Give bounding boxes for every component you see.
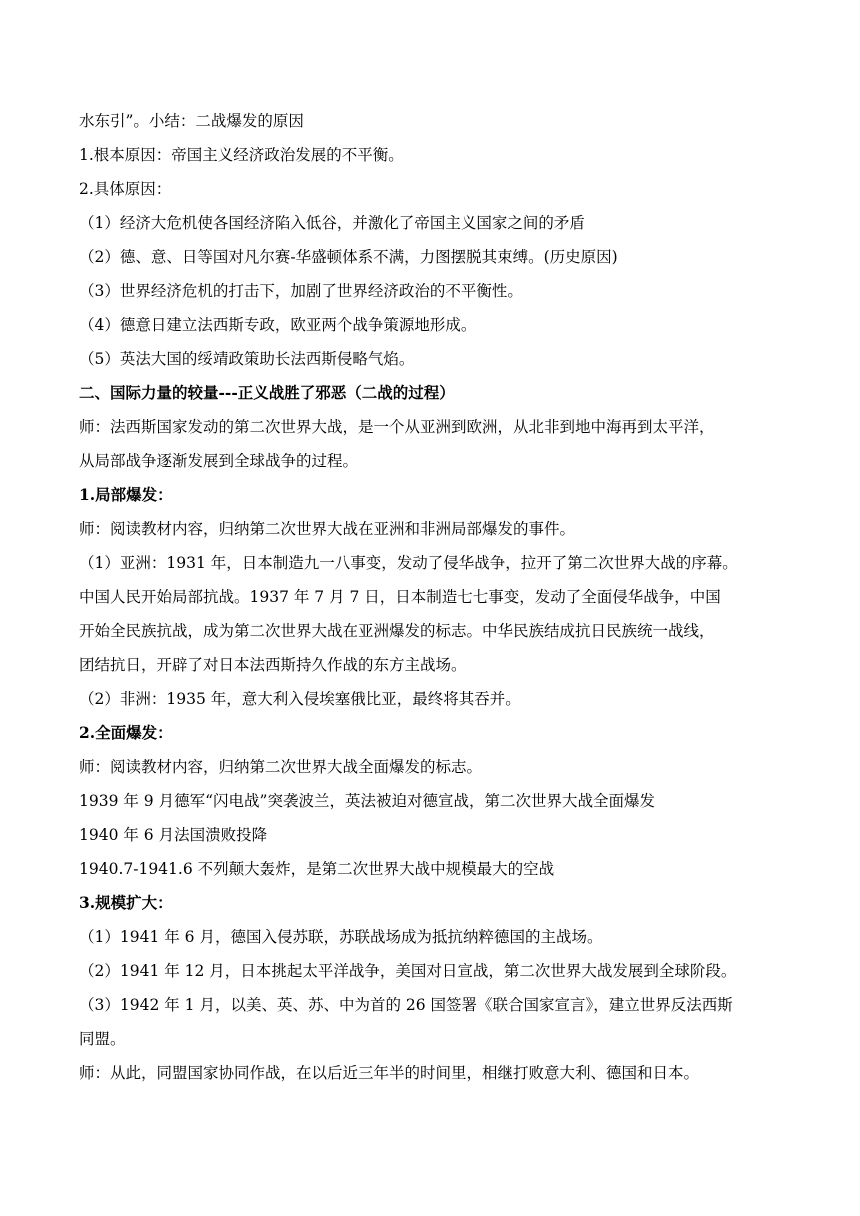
text-line: 师：从此，同盟国家协同作战，在以后近三年半的时间里，相继打败意大利、德国和日本。 [79,1064,700,1082]
text-line: （4）德意日建立法西斯专政，欧亚两个战争策源地形成。 [79,316,477,334]
text-line: （1）亚洲：1931 年，日本制造九一八事变，发动了侵华战争，拉开了第二次世界大战的序幕。 [79,554,738,572]
text-line: 同盟。 [79,1030,126,1048]
text-line: 1940.7-1941.6 不列颠大轰炸，是第二次世界大战中规模最大的空战 [79,860,555,878]
text-line: 1939 年 9 月德军“闪电战”突袭波兰，英法被迫对德宣战，第二次世界大战全面爆发 [79,792,655,810]
text-line: （3）世界经济危机的打击下，加剧了世界经济政治的不平衡性。 [79,282,523,300]
text-line: 师：阅读教材内容，归纳第二次世界大战全面爆发的标志。 [79,758,483,776]
text-line: 中国人民开始局部抗战。1937 年 7 月 7 日，日本制造七七事变，发动了全面侵华战争，中国 [79,588,721,606]
text-line: （1）经济大危机使各国经济陷入低谷，并激化了帝国主义国家之间的矛盾 [79,214,585,232]
text-line: （2）非洲：1935 年，意大利入侵埃塞俄比亚，最终将其吞并。 [79,690,521,708]
subsection-heading: 2.全面爆发： [79,723,173,742]
text-line: 2.具体原因： [79,180,172,198]
text-line: 从局部战争逐渐发展到全球战争的过程。 [79,452,359,470]
document-body [79,104,791,1090]
text-line: 1.根本原因：帝国主义经济政治发展的不平衡。 [79,146,404,164]
subsection-heading: 3.规模扩大： [79,893,173,912]
text-line: （5）英法大国的绥靖政策助长法西斯侵略气焰。 [79,350,415,368]
text-line: （2）德、意、日等国对凡尔赛-华盛顿体系不满，力图摆脱其束缚。(历史原因) [79,248,618,266]
text-line: 1940 年 6 月法国溃败投降 [79,826,268,844]
text-line: 师：阅读教材内容，归纳第二次世界大战在亚洲和非洲局部爆发的事件。 [79,520,576,538]
text-line: （3）1942 年 1 月，以美、英、苏、中为首的 26 国签署《联合国家宣言》，建立世界反法西斯 [79,996,733,1014]
subsection-heading: 1.局部爆发： [79,485,173,504]
section-heading: 二、国际力量的较量---正义战胜了邪恶（二战的过程） [79,383,455,402]
text-line: 团结抗日，开辟了对日本法西斯持久作战的东方主战场。 [79,656,467,674]
text-line: （1）1941 年 6 月，德国入侵苏联，苏联战场成为抵抗纳粹德国的主战场。 [79,928,603,946]
text-line: 开始全民族抗战，成为第二次世界大战在亚洲爆发的标志。中华民族结成抗日民族统一战线， [79,622,715,640]
text-line: 师：法西斯国家发动的第二次世界大战，是一个从亚洲到欧洲，从北非到地中海再到太平洋， [79,418,715,436]
text-line: 水东引”。小结：二战爆发的原因 [79,112,304,130]
text-line: （2）1941 年 12 月，日本挑起太平洋战争，美国对日宣战，第二次世界大战发展到全球阶段。 [79,962,737,980]
